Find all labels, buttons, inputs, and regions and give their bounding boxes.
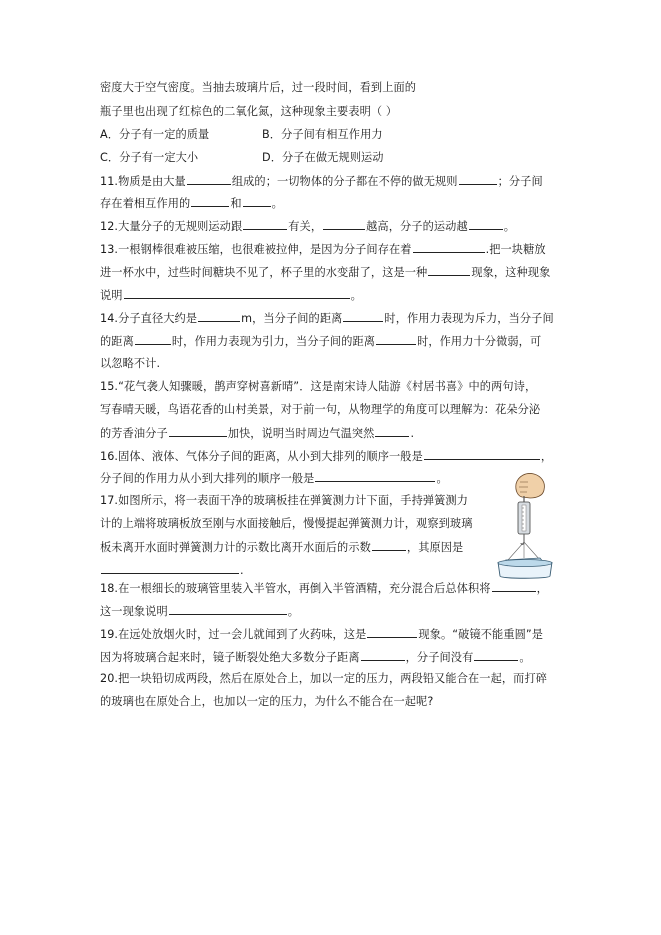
q11-line-1 [100,173,543,190]
q14-text-b: m，当分子间的距离 [241,312,343,325]
q12-text-c: 越高，分子的运动越 [366,220,468,233]
q14-text-e: 时，作用力表现为引力，当分子间的距离 [171,335,376,348]
q14-text-c: 时，作用力表现为斥力，当分子间 [384,312,554,325]
q17-blank-1[interactable] [372,539,406,551]
q13-line-1 [100,241,546,258]
q16-text-c: 分子间的作用力从小到大排列的顺序一般是 [100,472,315,485]
q18-blank-1[interactable] [492,580,536,592]
q19-text-d: ，分子间没有 [405,651,474,664]
q15-text-e: . [410,427,415,440]
q18-line-2 [100,603,299,620]
q17-line-3 [100,539,463,556]
q11-line-2 [100,195,283,212]
q17-text-d: ，其原因是 [406,541,464,554]
q14-text-g: 以忽略不计. [100,357,161,370]
hand-icon [516,473,545,498]
q13-text-e: 说明 [100,289,123,302]
q15-line-2 [100,402,540,418]
q13-text-f: 。 [350,289,362,302]
q14-blank-1[interactable] [198,310,240,322]
q17-text-c: 板未离开水面时弹簧测力计的示数比离开水面后的示数 [100,541,371,554]
q19-blank-1[interactable] [367,626,417,638]
q17-line-4 [100,562,244,579]
q16-line-1 [100,448,552,465]
q17-line-1 [100,493,468,509]
q19-line-1 [100,626,543,643]
q13-text-a: 13.一根钢棒很难被压缩，也很难被拉伸，是因为分子间存在着 [100,243,412,256]
q16-line-2 [100,470,448,487]
q19-text-e: 。 [519,651,531,664]
q19-line-2 [100,649,531,666]
q16-text-b: ， [540,450,553,463]
q11-blank-1[interactable] [187,173,231,185]
q10-options-row-2 [100,150,384,166]
q17-blank-2[interactable] [101,562,239,574]
q10-option-c: C．分子有一定大小 [100,151,199,164]
q11-blank-4[interactable] [243,195,271,207]
q18-text-c: 这一现象说明 [100,605,168,618]
q16-blank-2[interactable] [315,470,435,482]
q15-line-1 [100,379,536,395]
q20-line-1 [100,671,547,687]
q12-blank-2[interactable] [323,218,365,230]
q14-line-2 [100,333,541,350]
q12-text-d: 。 [503,220,516,233]
q12-blank-1[interactable] [243,218,287,230]
q14-line-3 [100,356,160,372]
q20-line-2 [100,694,433,710]
q13-text-c: 进一杯水中，过些时间糖块不见了，杯子里的水变甜了，这是一种 [100,266,428,279]
q10-text-2: 瓶子里也出现了红棕色的二氧化氮，这种现象主要表明（ ） [100,105,398,118]
q18-text-a: 18.在一根细长的玻璃管里装入半管水，再倒入半管酒精，充分混合后总体积将 [100,582,491,595]
q13-text-b: .把一块糖放 [485,243,546,256]
q20-text-a: 20.把一块铅切成两段，然后在原处合上，加以一定的压力，两段铅又能合在一起，而打碎 [100,672,548,685]
q11-text-a: 11.物质是由大量 [100,175,186,188]
q13-line-2 [100,264,550,281]
q14-blank-4[interactable] [376,333,416,345]
q17-line-2 [100,516,473,532]
q14-text-d: 的距离 [100,335,134,348]
q15-text-c: 的芳香油分子 [100,427,168,440]
q11-blank-2[interactable] [459,173,497,185]
q10-option-b: B．分子间有相互作用力 [262,128,383,141]
q19-text-a: 19.在远处放烟火时，过一会儿就闻到了火药味，这是 [100,628,367,641]
q13-blank-2[interactable] [428,264,470,276]
q11-text-f: 。 [271,197,283,210]
q13-blank-1[interactable] [413,241,485,253]
q10-line-2 [100,104,397,120]
q11-text-b: 组成的；一切物体的分子都在不停的做无规则 [231,175,458,188]
q10-options-row-1 [100,127,383,143]
q15-text-d: 加快，说明当时周边气温突然 [227,427,375,440]
q14-line-1 [100,310,554,327]
q10-line-1 [100,80,416,96]
q11-text-c: ；分子间 [497,175,543,188]
q16-text-d: 。 [436,472,448,485]
q12-text-a: 12.大量分子的无规则运动跟 [100,220,243,233]
q15-text-a: 15.“花气袭人知骤暖，鹊声穿树喜新晴”．这是南宋诗人陆游《村居书喜》中的两句诗， [100,380,537,393]
q19-text-b: 现象。“破镜不能重圆”是 [418,628,544,641]
q12-line [100,218,515,235]
q18-blank-2[interactable] [169,603,287,615]
q16-blank-1[interactable] [424,448,540,460]
q12-blank-3[interactable] [469,218,503,230]
q11-blank-3[interactable] [191,195,229,207]
q19-text-c: 因为将玻璃合起来时，镜子断裂处绝大多数分子距离 [100,651,360,664]
q10-option-a: A．分子有一定的质量 [100,128,210,141]
q13-text-d: 现象，这种现象 [471,266,551,279]
q15-blank-2[interactable] [375,425,409,437]
q10-text-1: 密度大于空气密度。当抽去玻璃片后，过一段时间，看到上面的 [100,81,417,94]
q15-text-b: 写春晴天暖，鸟语花香的山村美景，对于前一句，从物理学的角度可以理解为：花朵分泌 [100,403,541,416]
q17-text-e: . [240,564,244,577]
q19-blank-3[interactable] [474,649,518,661]
q12-text-b: 有关， [288,220,323,233]
q15-blank-1[interactable] [169,425,227,437]
spring-balance-figure [494,470,556,582]
q13-blank-3[interactable] [124,287,350,299]
q14-blank-3[interactable] [135,333,171,345]
q13-line-3 [100,287,362,304]
q14-text-f: 时，作用力十分微弱，可 [417,335,542,348]
q14-text-a: 14.分子直径大约是 [100,312,198,325]
q14-blank-2[interactable] [343,310,383,322]
q11-text-e: 和 [230,197,242,210]
q20-text-b: 的玻璃也在原处合上，也加以一定的压力，为什么不能合在一起呢? [100,695,434,708]
q16-text-a: 16.固体、液体、气体分子间的距离，从小到大排列的顺序一般是 [100,450,423,463]
q15-line-3 [100,425,414,442]
q17-text-b: 计的上端将玻璃板放至刚与水面接触后，慢慢提起弹簧测力计，观察到玻璃 [100,517,473,530]
q19-blank-2[interactable] [361,649,405,661]
q17-text-a: 17.如图所示，将一表面干净的玻璃板挂在弹簧测力计下面，手持弹簧测力 [100,494,469,507]
q18-line-1 [100,580,548,597]
q18-text-b: ， [536,582,548,595]
q10-option-d: D．分子在做无规则运动 [262,151,384,164]
q11-text-d: 存在着相互作用的 [100,197,191,210]
q18-text-d: 。 [287,605,300,618]
